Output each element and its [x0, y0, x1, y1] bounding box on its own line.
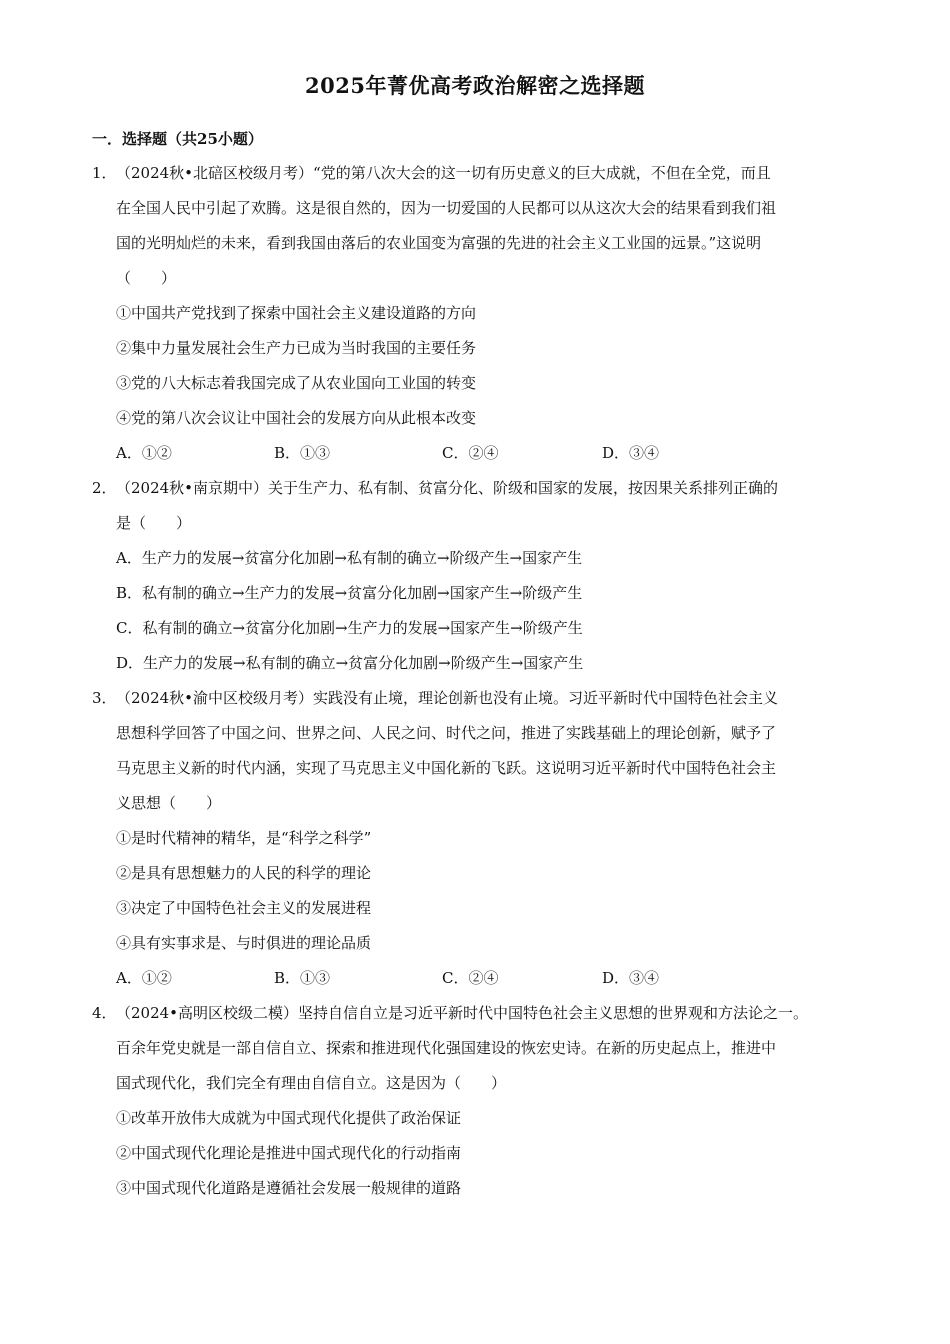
statement: ③决定了中国特色社会主义的发展进程 — [116, 899, 372, 917]
statement: ①是时代精神的精华，是“科学之科学” — [116, 829, 372, 847]
option-a[interactable]: A．①② — [116, 969, 172, 987]
question-number: 4． — [92, 1004, 117, 1022]
question-number: 2． — [92, 479, 117, 497]
option-b[interactable]: B．①③ — [274, 969, 331, 987]
option-d[interactable]: D．③④ — [602, 444, 660, 462]
page-title: 2025年菁优高考政治解密之选择题 — [305, 73, 645, 98]
question-number: 1． — [92, 164, 117, 182]
question-source: （2024秋•渝中区校级月考） — [116, 689, 314, 707]
statement: ②集中力量发展社会生产力已成为当时我国的主要任务 — [116, 339, 477, 357]
statement: ②是具有思想魅力的人民的科学的理论 — [116, 864, 372, 882]
statement: ②中国式现代化理论是推进中国式现代化的行动指南 — [116, 1144, 462, 1162]
question-line — [92, 471, 872, 506]
option-d[interactable]: D．③④ — [602, 969, 660, 987]
question-source: （2024•高明区校级二模） — [116, 1004, 299, 1022]
option-c[interactable]: C．②④ — [442, 444, 499, 462]
statement: ③中国式现代化道路是遵循社会发展一般规律的道路 — [116, 1179, 462, 1197]
question-list — [92, 156, 872, 1206]
question-text: 义思想（ ） — [116, 794, 222, 812]
question-text: 坚持自信自立是习近平新时代中国特色社会主义思想的世界观和方法论之一。 — [298, 1004, 809, 1022]
question-2 — [92, 471, 872, 681]
section-heading: 一．选择题（共25小题） — [92, 130, 263, 148]
statement: ①改革开放伟大成就为中国式现代化提供了政治保证 — [116, 1109, 462, 1127]
answer-options — [92, 961, 872, 996]
question-text: 国式现代化，我们完全有理由自信自立。这是因为（ ） — [116, 1074, 507, 1092]
question-text: 马克思主义新的时代内涵，实现了马克思主义中国化新的飞跃。这说明习近平新时代中国特色社会主 — [116, 759, 777, 777]
option-a[interactable]: A．①② — [116, 444, 172, 462]
statement: ③党的八大标志着我国完成了从农业国向工业国的转变 — [116, 374, 477, 392]
question-text: 国的光明灿烂的未来，看到我国由落后的农业国变为富强的先进的社会主义工业国的远景。”这说明 — [116, 234, 762, 252]
question-text: （ ） — [116, 269, 177, 287]
question-text: 思想科学回答了中国之问、世界之问、人民之问、时代之问，推进了实践基础上的理论创新，赋予了 — [116, 724, 777, 742]
choice-a[interactable]: A．生产力的发展→贫富分化加剧→私有制的确立→阶级产生→国家产生 — [116, 549, 583, 567]
question-1 — [92, 156, 872, 471]
question-text: 在全国人民中引起了欢腾。这是很自然的，因为一切爱国的人民都可以从这次大会的结果看到我们祖 — [116, 199, 777, 217]
question-3 — [92, 681, 872, 996]
question-4 — [92, 996, 872, 1206]
question-text: 百余年党史就是一部自信自立、探索和推进现代化强国建设的恢宏史诗。在新的历史起点上，推进中 — [116, 1039, 777, 1057]
question-line — [92, 156, 872, 191]
answer-options — [92, 436, 872, 471]
question-text: “党的第八次大会的这一切有历史意义的巨大成就，不但在全党，而且 — [313, 164, 771, 182]
question-line — [92, 681, 872, 716]
option-b[interactable]: B．①③ — [274, 444, 331, 462]
question-text: 是（ ） — [116, 514, 192, 532]
statement: ①中国共产党找到了探索中国社会主义建设道路的方向 — [116, 304, 477, 322]
question-text: 关于生产力、私有制、贫富分化、阶级和国家的发展，按因果关系排列正确的 — [268, 479, 779, 497]
question-text: 实践没有止境，理论创新也没有止境。习近平新时代中国特色社会主义 — [313, 689, 779, 707]
option-c[interactable]: C．②④ — [442, 969, 499, 987]
statement: ④具有实事求是、与时俱进的理论品质 — [116, 934, 372, 952]
question-source: （2024秋•北碚区校级月考） — [116, 164, 314, 182]
choice-b[interactable]: B．私有制的确立→生产力的发展→贫富分化加剧→国家产生→阶级产生 — [116, 584, 583, 602]
choice-d[interactable]: D．生产力的发展→私有制的确立→贫富分化加剧→阶级产生→国家产生 — [116, 654, 584, 672]
question-line — [92, 996, 872, 1031]
statement: ④党的第八次会议让中国社会的发展方向从此根本改变 — [116, 409, 477, 427]
question-source: （2024秋•南京期中） — [116, 479, 269, 497]
choice-c[interactable]: C．私有制的确立→贫富分化加剧→生产力的发展→国家产生→阶级产生 — [116, 619, 583, 637]
question-number: 3． — [92, 689, 117, 707]
